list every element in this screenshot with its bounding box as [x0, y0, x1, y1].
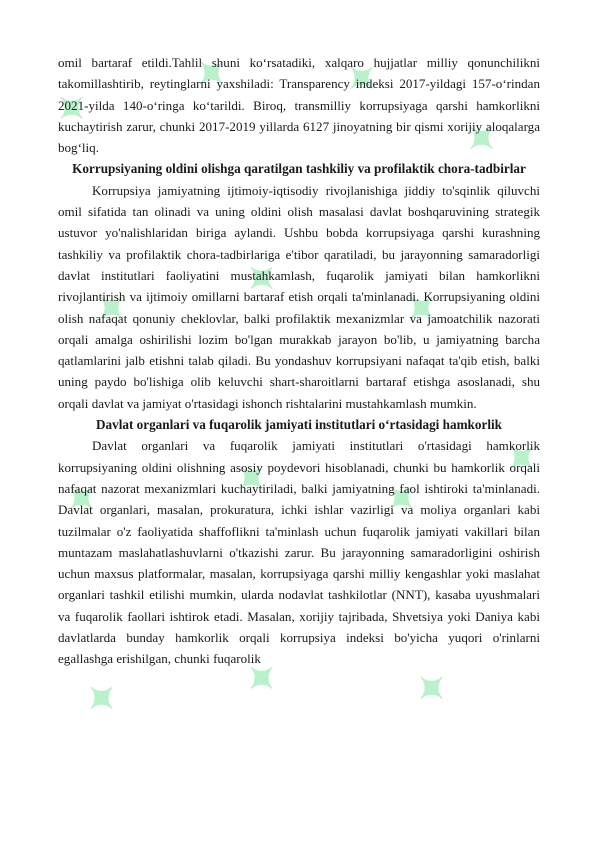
- svg-text:✦: ✦: [495, 431, 551, 487]
- svg-text:✦: ✦: [395, 281, 451, 337]
- svg-text:✦: ✦: [75, 671, 131, 727]
- paragraph-organizational-measures: Korrupsiya jamiyatning ijtimoiy-iqtisodiy rivojlanishiga jiddiy to'sqinlik qiluvchi omil sifatida tan olinadi va uning oldini olish masalasi davlat boshqaruvining strategik ustuvor yo'nalishlaridan biriga aylandi. Ushbu bobda korrupsiyaga qarshi kurashning tashkiliy va profilaktik chora-tadbirlariga e'tibor qaratiladi, bu jarayonning samaradorligi davlat institutlari faoliyatini mustahkamlash, fuqarolik jamiyati bilan hamkorlikni rivojlantirish va ijtimoiy omillarni bartaraf etish orqali ta'minlanadi. Korrupsiyaning oldini olish nafaqat qonuniy cheklovlar, balki profilaktik mexanizmlar va jamoatchilik nazorati orqali amalga oshirilishi lozim bo'lgan murakkab jarayon bo'lib, u jamiyatning barcha qatlamlarini jalb etishni talab qiladi. Bu yondashuv korrupsiyani nafaqat ta'qib etish, balki uning paydo bo'lishiga olib keluvchi shart-sharoitlarni bartaraf etishga asoslanadi, shu orqali davlat va jamiyat o'rtasidagi ishonch rishtalarini mustahkamlash mumkin.: [58, 182, 540, 411]
- svg-text:✦: ✦: [45, 81, 101, 137]
- svg-text:✦: ✦: [335, 51, 391, 107]
- svg-text:✦: ✦: [405, 661, 461, 717]
- paragraph-cooperation: Davlat organlari va fuqarolik jamiyati institutlari o'rtasidagi hamkorlik korrupsiyaning oldini olishning asosiy poydevori hisoblanadi, chunki bu hamkorlik orqali nafaqat nazorat mexanizmlari kuchaytiriladi, balki jamiyatning faol ishtiroki ta'minlanadi. Davlat organlari, masalan, prokuratura, ichki ishlar vazirligi va moliya organlari kabi tuzilmalar o'z faoliyatida shaffoflikni ta'minlash uchun fuqarolik jamiyati vakillari bilan muntazam maslahatlashuvlarni o'tkazishi zarur. Bu jarayonning samaradorligini oshirish uchun maxsus platformalar, masalan, korrupsiyaga qarshi milliy kengashlar yoki maslahat organlari tashkil etilishi mumkin, ularda nodavlat tashkilotlar (NNT), kasaba uyushmalari va fuqarolik faollari ishtirok etadi. Masalan, xorijiy tajribada, Shvetsiya yoki Daniya kabi davlatlarda bunday hamkorlik orqali korrupsiya indeksi bo'yicha yuqori o'rinlarni egallashga erishilgan, chunki fuqarolik: [58, 438, 540, 667]
- svg-text:✦: ✦: [85, 281, 141, 337]
- svg-text:✦: ✦: [375, 471, 431, 527]
- svg-text:✦: ✦: [225, 451, 281, 507]
- svg-text:✦: ✦: [455, 111, 511, 167]
- svg-text:✦: ✦: [185, 46, 241, 102]
- svg-text:✦: ✦: [235, 651, 291, 707]
- document-page: [58, 52, 540, 670]
- svg-text:✦: ✦: [55, 471, 111, 527]
- section-heading-organizational-measures: Korrupsiyaning oldini olishga qaratilgan tashkiliy va profilaktik chora-tadbirlar: [72, 161, 526, 177]
- section-heading-cooperation: Davlat organlari va fuqarolik jamiyati institutlari o‘rtasidagi hamkorlik: [95, 417, 502, 433]
- svg-text:✦: ✦: [235, 251, 291, 307]
- paragraph-intro: omil bartaraf etildi.Tahlil shuni ko‘rsatadiki, xalqaro hujjatlar milliy qonunchilikni takomillashtirib, reytinglarni yaxshiladi: Transparency indeksi 2017-yildagi 157-o‘rindan 2021-yilda 140-o‘ringa ko‘tarildi. Biroq, transmilliy korrupsiyaga qarshi hamkorlikni kuchaytirish zarur, chunki 2017-2019 yillarda 6127 jinoyatning bir qismi xorijiy aloqalarga bog‘liq.: [58, 55, 540, 156]
